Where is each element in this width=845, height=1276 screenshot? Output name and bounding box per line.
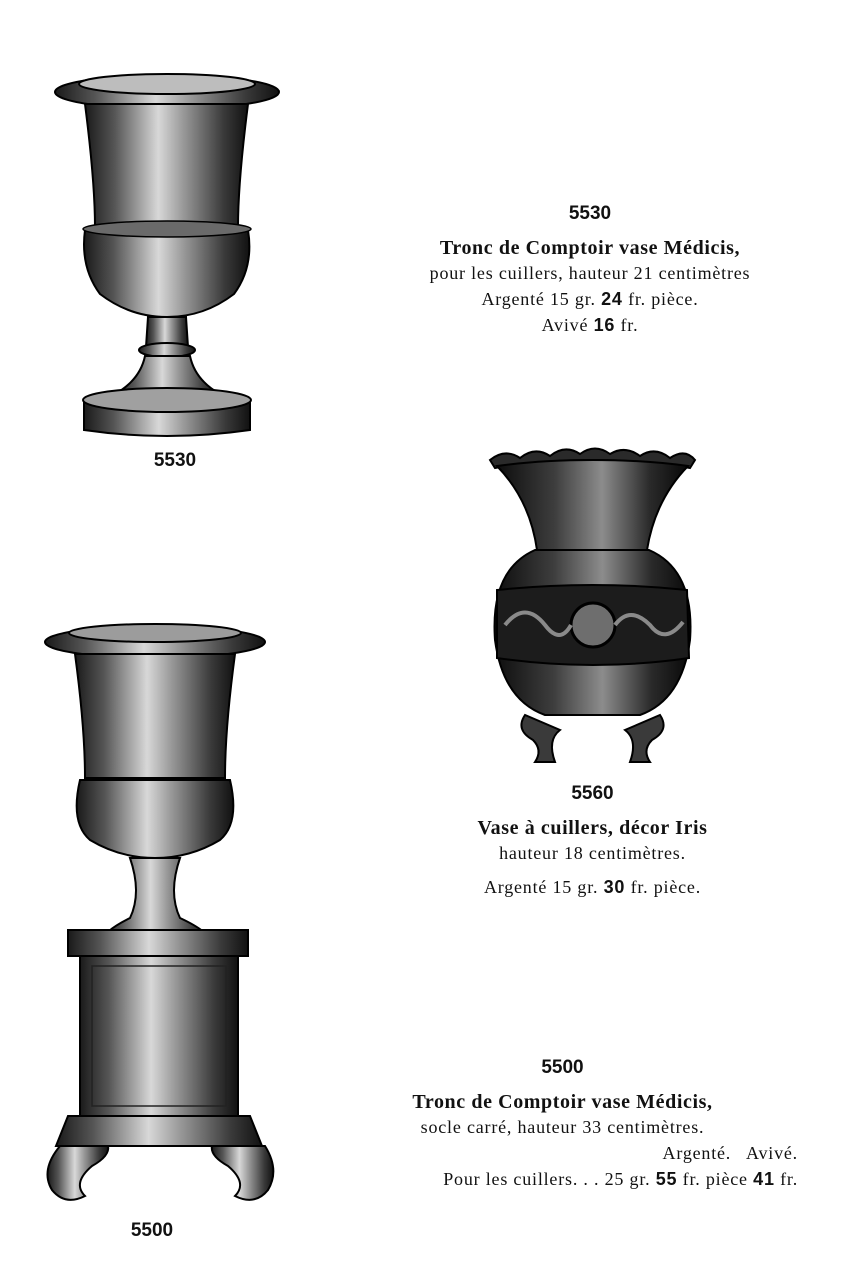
item-price-line: Pour les cuillers. . . 25 gr. 55 fr. pièce 41 fr.	[443, 1169, 798, 1189]
item-desc: socle carré, hauteur 33 centimètres.	[420, 1117, 705, 1137]
price-value: 55	[655, 1169, 678, 1189]
item-title: Vase à cuillers, décor Iris	[477, 817, 708, 839]
item-desc: pour les cuillers, hauteur 21 centimètres	[429, 263, 751, 283]
item-title: Tronc de Comptoir vase Médicis,	[439, 237, 741, 259]
caption-5530: 5530	[153, 450, 197, 471]
medici-urn-pedestal-illustration-5500	[30, 618, 280, 1213]
medici-urn-illustration-5530	[50, 62, 285, 442]
item-title: Tronc de Comptoir vase Médicis,	[412, 1091, 713, 1113]
caption-5500: 5500	[130, 1220, 174, 1241]
header-argente: Argenté.	[662, 1143, 732, 1163]
item-price-line: Argenté 15 gr. 30 fr. pièce.	[483, 877, 702, 897]
price-value-avive: 41	[753, 1169, 775, 1189]
item-5560-description	[395, 783, 790, 900]
item-number: 5560	[571, 783, 614, 804]
item-desc: hauteur 18 centimètres.	[499, 843, 686, 863]
avive-value: 16	[593, 315, 616, 335]
iris-vase-illustration-5560	[485, 440, 700, 770]
item-avive-line: Avivé 16 fr.	[541, 315, 639, 335]
header-avive: Avivé.	[746, 1143, 798, 1163]
item-number: 5500	[541, 1057, 584, 1078]
price-value: 24	[601, 289, 623, 309]
price-column-headers	[315, 1140, 810, 1166]
item-5500-description	[315, 1057, 810, 1192]
price-value: 30	[603, 877, 626, 897]
item-number: 5530	[568, 203, 612, 224]
item-price-line: Argenté 15 gr. 24 fr. pièce.	[481, 289, 699, 309]
item-5530-description	[370, 203, 810, 338]
